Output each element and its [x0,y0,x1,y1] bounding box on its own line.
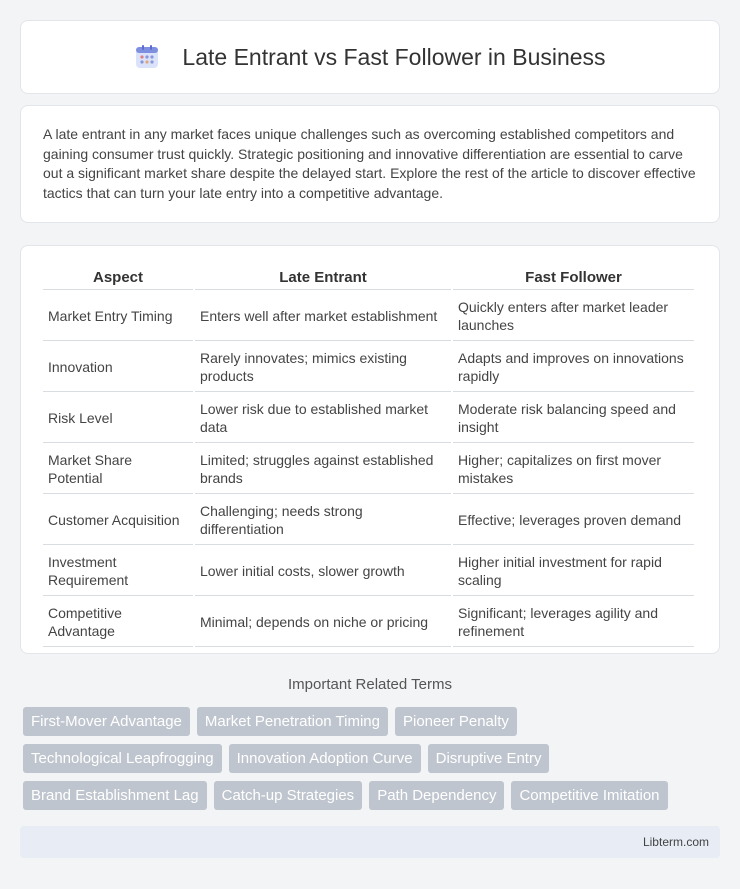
intro-text: A late entrant in any market faces unique challenges such as overcoming established competitors and gaining consumer trust quickly. Strategic positioning and innovative differentiation are essential to carve out a significant market share despite the delayed start. Explore the rest of the article to discover effective tactics that can turn your late entry into a competitive advantage. [43,126,696,201]
tag-disruptive-entry[interactable]: Disruptive Entry [428,744,550,773]
footer [20,826,720,858]
table-cell-fast-follower: Adapts and improves on innovations rapidly [453,343,694,392]
tag-row [23,707,723,736]
tag-row [23,744,723,773]
title-card [20,20,720,94]
intro-card [20,105,720,223]
table-cell-aspect: Risk Level [43,394,193,443]
related-terms-title: Important Related Terms [288,676,452,693]
tag-path-dependency[interactable]: Path Dependency [369,781,504,810]
tag-technological-leapfrogging[interactable]: Technological Leapfrogging [23,744,222,773]
tag-competitive-imitation[interactable]: Competitive Imitation [511,781,667,810]
table-row [43,445,694,494]
table-cell-aspect: Competitive Advantage [43,598,193,647]
table-cell-aspect: Customer Acquisition [43,496,193,545]
table-row [43,547,694,596]
page-title: Late Entrant vs Fast Follower in Business [182,43,606,70]
table-cell-fast-follower: Higher; capitalizes on first mover mistakes [453,445,694,494]
table-cell-late-entrant: Rarely innovates; mimics existing products [195,343,451,392]
tag-innovation-adoption-curve[interactable]: Innovation Adoption Curve [229,744,421,773]
header-late-entrant: Late Entrant [195,268,451,290]
table-row [43,292,694,341]
table-row [43,394,694,443]
table-row [43,343,694,392]
table-cell-fast-follower: Quickly enters after market leader launches [453,292,694,341]
tag-brand-establishment-lag[interactable]: Brand Establishment Lag [23,781,207,810]
table-cell-late-entrant: Challenging; needs strong differentiation [195,496,451,545]
comparison-card [20,245,720,654]
table-cell-aspect: Investment Requirement [43,547,193,596]
header-aspect: Aspect [43,268,193,290]
table-cell-fast-follower: Significant; leverages agility and refinement [453,598,694,647]
tag-market-penetration-timing[interactable]: Market Penetration Timing [197,707,388,736]
table-cell-late-entrant: Limited; struggles against established brands [195,445,451,494]
tag-first-mover-advantage[interactable]: First-Mover Advantage [23,707,190,736]
table-cell-aspect: Market Share Potential [43,445,193,494]
table-cell-aspect: Market Entry Timing [43,292,193,341]
table-row [43,598,694,647]
table-cell-fast-follower: Moderate risk balancing speed and insight [453,394,694,443]
table-cell-late-entrant: Lower risk due to established market data [195,394,451,443]
table-header-row [43,268,694,290]
tag-catch-up-strategies[interactable]: Catch-up Strategies [214,781,363,810]
calendar-grid-icon [134,44,160,70]
footer-site-link[interactable]: Libterm.com [642,835,709,849]
table-cell-late-entrant: Enters well after market establishment [195,292,451,341]
related-terms-list [23,707,723,818]
comparison-table [41,266,696,649]
table-cell-fast-follower: Higher initial investment for rapid scaling [453,547,694,596]
tag-pioneer-penalty[interactable]: Pioneer Penalty [395,707,517,736]
tag-row [23,781,723,810]
table-cell-late-entrant: Minimal; depends on niche or pricing [195,598,451,647]
table-cell-aspect: Innovation [43,343,193,392]
table-row [43,496,694,545]
table-cell-late-entrant: Lower initial costs, slower growth [195,547,451,596]
header-fast-follower: Fast Follower [453,268,694,290]
table-cell-fast-follower: Effective; leverages proven demand [453,496,694,545]
